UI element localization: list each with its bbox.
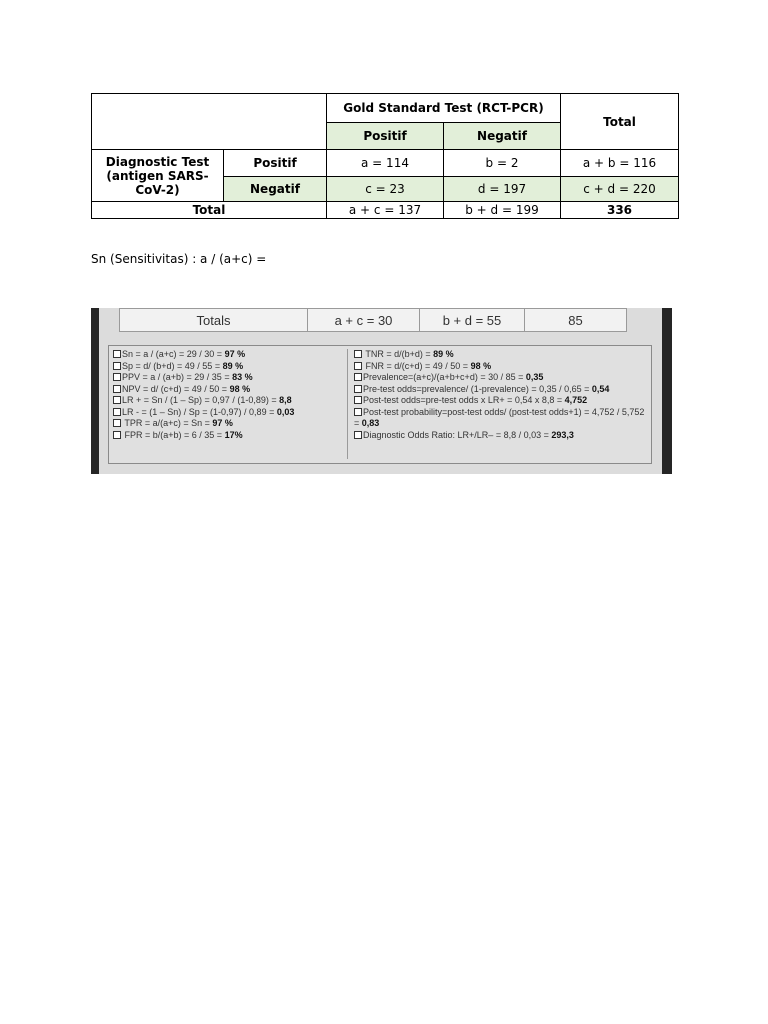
stat-value: 97 % bbox=[224, 349, 246, 359]
stat-line bbox=[113, 407, 345, 419]
stats-box bbox=[108, 345, 652, 464]
stat-text: TNR = d/(b+d) = bbox=[363, 349, 434, 359]
checkbox-icon bbox=[113, 419, 121, 427]
stat-text: Post-test odds=pre-test odds x LR+ = 0,54 x 8,8 = bbox=[363, 395, 565, 405]
stat-value: 293,3 bbox=[551, 429, 574, 440]
checkbox-icon bbox=[354, 396, 362, 404]
stat-line bbox=[113, 372, 345, 384]
checkbox-icon bbox=[354, 362, 362, 370]
screenshot-panel bbox=[99, 308, 662, 474]
stat-value: 98 % bbox=[229, 383, 251, 394]
checkbox-icon bbox=[113, 373, 121, 381]
col-negatif-header: Negatif bbox=[444, 123, 561, 150]
stat-text: Diagnostic Odds Ratio: LR+/LR– = 8,8 / 0,03 = bbox=[363, 429, 552, 440]
stat-text: TPR = a/(a+c) = Sn = bbox=[122, 418, 213, 428]
stat-line bbox=[113, 361, 345, 373]
stat-line bbox=[113, 418, 345, 430]
row-negatif-header: Negatif bbox=[224, 177, 327, 202]
checkbox-icon bbox=[113, 362, 121, 370]
stat-line bbox=[113, 349, 345, 361]
cell-c: c = 23 bbox=[327, 177, 444, 202]
checkbox-icon bbox=[354, 350, 362, 358]
stat-text: LR - = (1 – Sn) / Sp = (1-0,97) / 0,89 = bbox=[122, 406, 277, 417]
stat-text: Prevalence=(a+c)/(a+b+c+d) = 30 / 85 = bbox=[363, 372, 526, 382]
stat-text: LR + = Sn / (1 – Sp) = 0,97 / (1-0,89) = bbox=[122, 395, 280, 405]
stat-text: FPR = b/(a+b) = 6 / 35 = bbox=[122, 429, 225, 440]
stat-line bbox=[354, 349, 648, 361]
stat-value: 89 % bbox=[222, 360, 244, 371]
totals-table bbox=[119, 308, 627, 332]
sensitivity-formula: Sn (Sensitivitas) : a / (a+c) = bbox=[91, 252, 267, 266]
row-positif-header: Positif bbox=[224, 150, 327, 177]
embedded-screenshot bbox=[91, 308, 672, 474]
checkbox-icon bbox=[113, 385, 121, 393]
stat-value: 89 % bbox=[433, 349, 454, 359]
totals-ac: a + c = 30 bbox=[308, 309, 420, 332]
checkbox-icon bbox=[113, 431, 121, 439]
col-positif-header: Positif bbox=[327, 123, 444, 150]
stat-line bbox=[113, 384, 345, 396]
row-group-header: Diagnostic Test (antigen SARS-CoV-2) bbox=[92, 150, 224, 202]
checkbox-icon bbox=[354, 373, 362, 381]
stat-value: 4,752 bbox=[564, 395, 588, 405]
stat-line bbox=[354, 384, 648, 396]
cell-d: d = 197 bbox=[444, 177, 561, 202]
empty-header-cell bbox=[92, 94, 327, 150]
checkbox-icon bbox=[113, 396, 121, 404]
stat-line bbox=[113, 430, 345, 442]
stat-text: FNR = d/(c+d) = 49 / 50 = bbox=[363, 360, 471, 371]
stats-left-column bbox=[113, 349, 345, 441]
checkbox-icon bbox=[354, 385, 362, 393]
stat-value: 17% bbox=[224, 429, 243, 440]
contingency-table bbox=[91, 93, 679, 219]
checkbox-icon bbox=[354, 408, 362, 416]
cell-grand-total: 336 bbox=[561, 202, 679, 219]
stat-value: 0,35 bbox=[525, 372, 544, 382]
totals-label: Totals bbox=[120, 309, 308, 332]
cell-a: a = 114 bbox=[327, 150, 444, 177]
cell-ab: a + b = 116 bbox=[561, 150, 679, 177]
stat-value: 0,03 bbox=[276, 406, 295, 417]
gold-standard-header: Gold Standard Test (RCT-PCR) bbox=[327, 94, 561, 123]
stat-text: Sp = d/ (b+d) = 49 / 55 = bbox=[122, 360, 223, 371]
stat-line bbox=[354, 395, 648, 407]
total-row-header: Total bbox=[92, 202, 327, 219]
cell-cd: c + d = 220 bbox=[561, 177, 679, 202]
totals-bd: b + d = 55 bbox=[420, 309, 525, 332]
stat-value: 0,83 bbox=[361, 418, 380, 428]
stat-value: 98 % bbox=[470, 360, 492, 371]
cell-ac: a + c = 137 bbox=[327, 202, 444, 219]
stat-text: PPV = a / (a+b) = 29 / 35 = bbox=[122, 372, 233, 382]
checkbox-icon bbox=[354, 431, 362, 439]
stat-text: NPV = d/ (c+d) = 49 / 50 = bbox=[122, 383, 230, 394]
stat-text: Post-test probability=post-test odds/ (post-test odds+1) = 4,752 / 5,752 = bbox=[354, 406, 645, 428]
stat-line bbox=[354, 407, 648, 430]
stat-line bbox=[354, 430, 648, 442]
checkbox-icon bbox=[113, 408, 121, 416]
cell-bd: b + d = 199 bbox=[444, 202, 561, 219]
totals-total: 85 bbox=[525, 309, 627, 332]
stat-line bbox=[354, 372, 648, 384]
stat-line bbox=[354, 361, 648, 373]
stat-value: 8,8 bbox=[279, 395, 292, 405]
stat-value: 83 % bbox=[232, 372, 253, 382]
stats-right-column bbox=[354, 349, 648, 441]
cell-b: b = 2 bbox=[444, 150, 561, 177]
stat-text: Sn = a / (a+c) = 29 / 30 = bbox=[122, 349, 225, 359]
checkbox-icon bbox=[113, 350, 121, 358]
stat-text: Pre-test odds=prevalence/ (1-prevalence) = 0,35 / 0,65 = bbox=[363, 383, 592, 394]
stat-value: 97 % bbox=[212, 418, 233, 428]
total-header: Total bbox=[561, 94, 679, 150]
stat-line bbox=[113, 395, 345, 407]
stat-value: 0,54 bbox=[591, 383, 610, 394]
column-divider bbox=[347, 349, 348, 459]
